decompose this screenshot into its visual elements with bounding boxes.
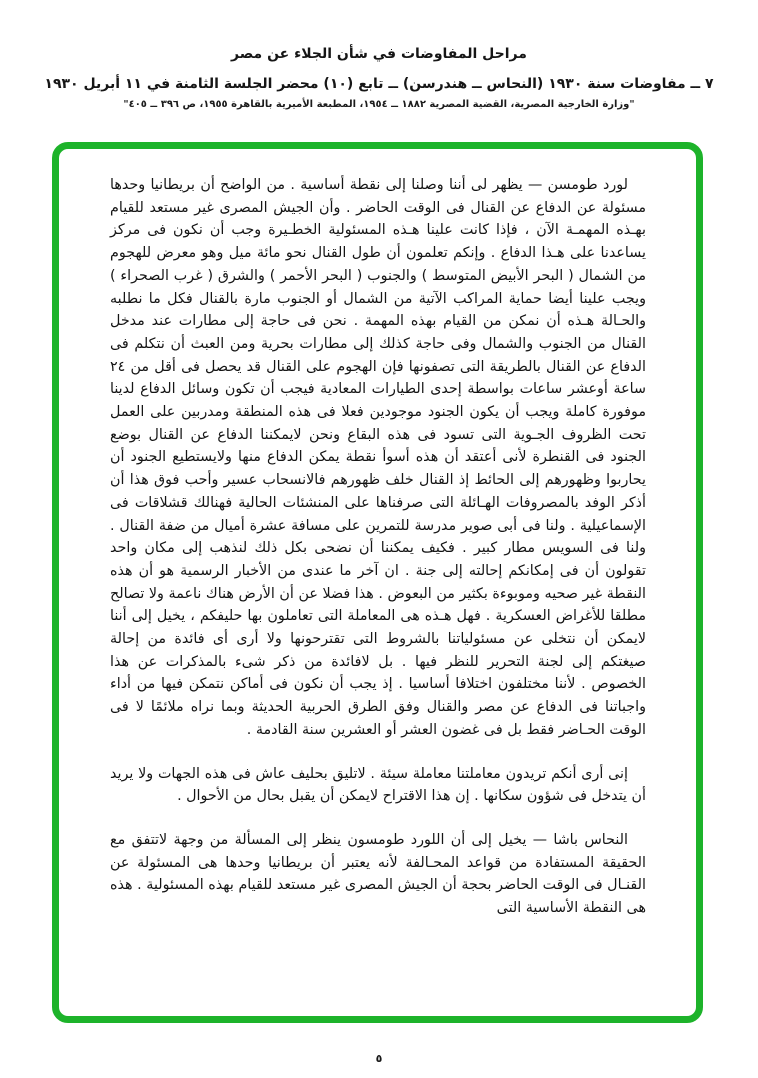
source-citation: "وزارة الخارجية المصرية، القضية المصرية ١٨٨٢ ــ ١٩٥٤، المطبعة الأميرية بالقاهرة ١٩٥٥، ص ٣٩٦ ــ ٤٠٥" <box>123 99 635 110</box>
page-title: مراحل المفاوضات في شأن الجلاء عن مصر <box>231 46 527 62</box>
body-paragraph: إنى أرى أنكم تريدون معاملتنا معاملة سيئة . لاتليق بحليف عاش فى هذه الجهات ولا يريد أن يتدخل فى شؤون سكانها . إن هذا الاقتراح لايمكن أن يقبل بحال من الأحوال . <box>110 765 646 805</box>
document-header <box>0 46 758 110</box>
page-subtitle: ٧ ــ مفاوضات سنة ١٩٣٠ (النحاس ــ هندرسن) ــ تابع (١٠) محضر الجلسة الثامنة في ١١ أبريل ١٩٣٠ <box>44 76 714 92</box>
body-paragraph: لورد طومسن — يظهر لى أننا وصلنا إلى نقطة أساسية . من الواضح أن بريطانيا وحدها مسئولة عن الدفاع عن القنال فى الوقت الحاضر . وأن الجيش المصرى غير مستعد للقيام بهـذه المهمـة الآن ، فإذا كانت علينا هـذه المسئولية الخطـيرة وجب أن نكون فى مركز يساعدنا على هـذا الدفاع . وإنكم تعلمون أن طول القنال نحو مائة ميل وهو معرض للهجوم من الشمال ( البحر الأبيض المتوسط ) والجنوب ( البحر الأحمر ) والشرق ( غرب الصحراء ) ويجب علينا أيضا حماية المراكب الآتية من الشمال أو الجنوب مارة بالقنال فكل ما نطلبه والحـالة هـذه أن نمكن من القيام بهذه المهمة . نحن فى حاجة إلى مطارات عند مدخل القنال من الجنوب والشمال وفى حاجة كذلك إلى مطارات بحرية ومن العبث أن نتكلم فى الدفاع عن القنال بالطريقة التى تصفونها فإن الهجوم على القنال قد يحصل فى أقل من ٢٤ ساعة أوعشر ساعات بواسطة إحدى الطيارات المعادية فيجب أن تكون وسائل الدفاع لدينا موفورة كاملة ويجب أن يكون الجنود موجودين فعلا فى هذه المنطقة ومدربين على العمل تحت الظروف الجـوية التى تسود فى هذه البقاع ونحن لايمكننا الدفاع عن القنال بوضع الجنود فى القنطرة لأنى أعتقد أن هذه أسوأ نقطة يمكن الدفاع منها ولايستطيع الجنود أن يحاربوا وظهورهم إلى الحائط إذ القنال خلف ظهورهم فالانسحاب عسير وأحب فوق هذا أن أذكر الوفد بالمصروفات الهـائلة التى صرفناها على المنشئات الحالية فهنالك قشلاقات فى الإسماعيلية . ولنا فى أبى صوير مدرسة للتمرين على مسافة عشرة أميال من ضفة القنال . ولنا فى السويس مطار كبير . فكيف يمكننا أن نضحى بكل ذلك لنذهب إلى مكان واحد تقولون أن فى إمكانكم إحالته إلى جنة . ان آخر ما عندى من الأخبار الرسمية هو أن هذه النقطة غير صحيه وموبوءة بكثير من البعوض . هذا فضلا عن أن الأرض هناك ناعمة ولا تصالح مطلقا للأغراض العسكرية . فهل هـذه هى المعاملة التى تعاملون بها حليفكم ، يخيل إلى أننا لايمكن أن نتخلى عن مسئولياتنا بالشروط التى تقترحونها ولا أرى أى فائدة من إحالة صيغتكم إلى لجنة التحرير للنظر فيها . بل لافائدة من ذكر شىء بالمذكرات عن هذا الخصوص . لأننا مختلفون اختلافا أساسيا . إذ يجب أن نكون فى أماكن نتمكن فيها من أداء واجباتنا فى الدفاع عن مصر والقنال وفق الطرق الحربية الحديثة وبما نراه ملائمًا لا فى الوقت الحـاضر فقط بل فى غضون العشر أو العشرين سنة القادمة . <box>110 177 646 738</box>
body-paragraph: النحاس باشا — يخيل إلى أن اللورد طومسون ينظر إلى المسألة من وجهة لاتتفق مع الحقيقة المستفادة من قواعد المحـالفة لأنه يعتبر أن بريطانيا وحدها هى المسئولة عن القنـال فى الوقت الحاضر بحجة أن الجيش المصرى غير مستعد للقيام بهذه المسئولية . هذه هى النقطة الأساسية التى <box>110 831 646 917</box>
document-body <box>110 174 646 920</box>
page-number: ٥ <box>375 1052 383 1065</box>
